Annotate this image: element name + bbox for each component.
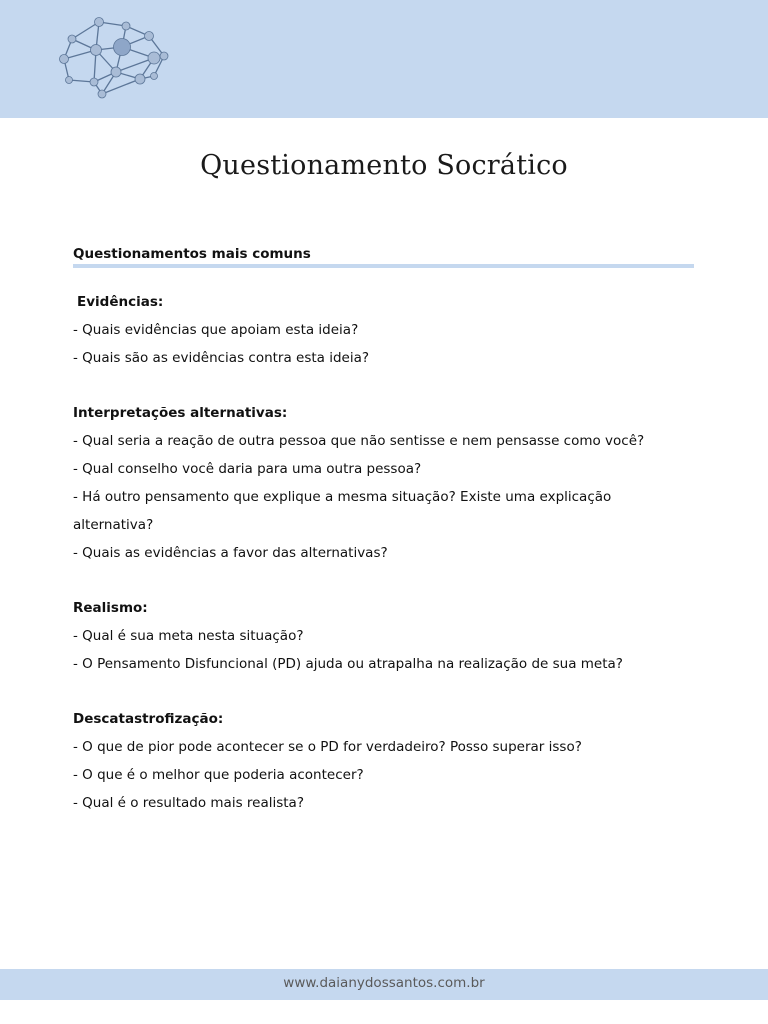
- group-title: Evidências:: [77, 294, 164, 310]
- question-item: - Qual conselho você daria para uma outra pessoa?: [73, 461, 422, 477]
- question-item: - O que é o melhor que poderia acontecer?: [73, 767, 364, 783]
- page-bottom-margin: [0, 1000, 768, 1024]
- group-interpretacoes-alternativas: [73, 399, 693, 567]
- question-item: - O que de pior pode acontecer se o PD for verdadeiro? Posso superar isso?: [73, 739, 582, 755]
- question-item: - Há outro pensamento que explique a mesma situação? Existe uma explicação alternativa?: [73, 489, 612, 533]
- question-item: - Qual seria a reação de outra pessoa que não sentisse e nem pensasse como você?: [73, 433, 645, 449]
- question-item: - Qual é sua meta nesta situação?: [73, 628, 304, 644]
- document-title: Questionamento Socrático: [200, 150, 568, 181]
- heading-divider: [73, 264, 694, 268]
- group-title: Realismo:: [73, 600, 148, 616]
- header-band: [0, 0, 768, 118]
- question-item: - Quais evidências que apoiam esta ideia?: [73, 322, 359, 338]
- question-item: - Qual é o resultado mais realista?: [73, 795, 304, 811]
- group-evidencias: [73, 288, 693, 372]
- group-realismo: [73, 594, 693, 678]
- question-item: - Quais as evidências a favor das alternativas?: [73, 545, 388, 561]
- footer-website: www.daianydossantos.com.br: [283, 975, 485, 991]
- group-title: Descatastrofização:: [73, 711, 224, 727]
- brain-network-logo-icon: [54, 14, 174, 104]
- question-item: - Quais são as evidências contra esta ideia?: [73, 350, 370, 366]
- question-item: - O Pensamento Disfuncional (PD) ajuda ou atrapalha na realização de sua meta?: [73, 656, 623, 672]
- question-list: [73, 288, 693, 844]
- group-descatastrofizacao: [73, 705, 693, 817]
- group-title: Interpretações alternativas:: [73, 405, 288, 421]
- section-heading: Questionamentos mais comuns: [73, 246, 311, 262]
